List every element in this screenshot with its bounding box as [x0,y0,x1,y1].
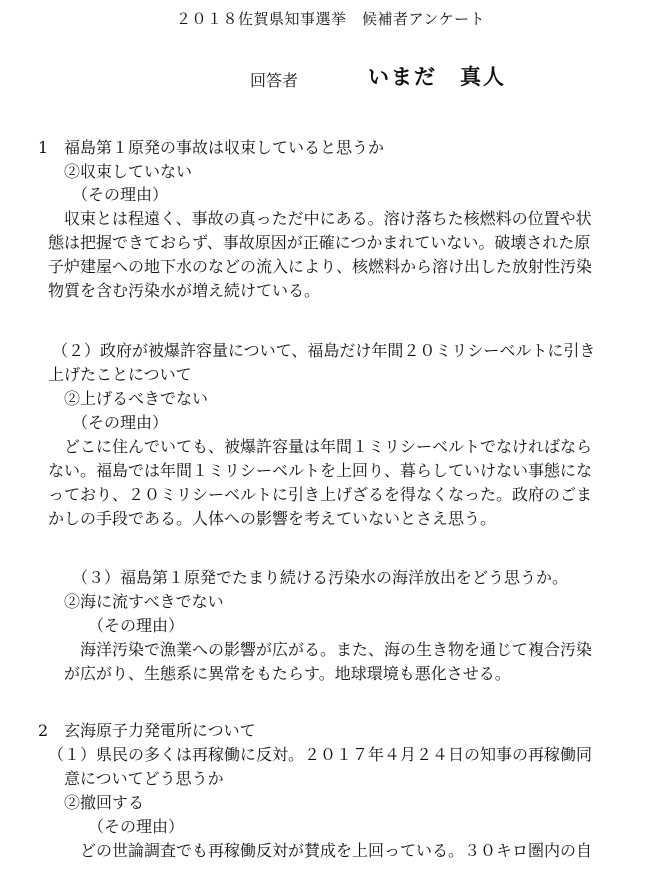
q1-reason-line: 態は把握できておらず、事故原因が正確につかまれていない。破壊された原 [48,233,591,252]
q1-2-reason-line: っており、２０ミリシーベルトに引き上げざるを得なくなった。政府のごま [48,485,593,504]
q1-3-question: （３）福島第１原発でたまり続ける汚染水の海洋放出をどう思うか。 [72,568,569,587]
respondent-label: 回答者 [250,71,299,90]
q1-2-reason-line: どこに住んでいても、被爆許容量は年間１ミリシーベルトでなければなら [64,437,593,456]
q2-number: 2 [38,721,49,740]
q1-reason-line: 子炉建屋への地下水のなどの流入により、核燃料から溶け出した放射性汚染 [48,257,593,276]
q2-sub-question-line: （１）県民の多くは再稼働に反対。２０１７年４月２４日の知事の再稼働同 [48,745,593,764]
q2-reason-line: どの世論調査でも再稼働反対が賛成を上回っている。３０キロ圏内の自 [80,841,593,860]
q1-3-reason-line: が広がり、生態系に異常をもたらす。地球環境も悪化させる。 [64,664,511,683]
q1-2-reason-line: ない。福島では年間１ミリシーベルトを上回り、暮らしていけない事態にな [48,461,593,480]
q2-heading: 玄海原子力発電所について [64,721,256,740]
q1-reason-line: 物質を含む汚染水が増え続けている。 [48,281,321,300]
q1-2-reason-line: かしの手段である。人体への影響を考えていないとさえ思う。 [48,509,497,528]
q1-reason-line: 収束とは程遠く、事故の真っただ中にある。溶け落ちた核燃料の位置や状 [64,209,592,228]
respondent-name: いまだ 真人 [368,64,506,89]
q1-2-answer: ②上げるべきでない [64,389,209,408]
q1-question: 福島第１原発の事故は収束していると思うか [64,138,385,157]
q2-answer: ②撤回する [64,793,145,812]
q2-sub-question-line: 意についてどう思うか [64,769,224,788]
q1-2-reason-label: （その理由） [72,413,169,432]
q2-reason-label: （その理由） [88,817,185,836]
q1-2-question-line: 上げたことについて [48,365,192,384]
q1-2-question-line: （２）政府が被爆許容量について、福島だけ年間２０ミリシーベルトに引き [52,341,596,360]
q1-3-answer: ②海に流すべきでない [64,592,224,611]
q1-3-reason-label: （その理由） [88,616,185,635]
q1-answer: ②収束していない [64,162,193,181]
document-title: ２０１８佐賀県知事選挙 候補者アンケート [176,10,486,28]
q1-3-reason-line: 海洋汚染で漁業への影響が広がる。また、海の生き物を通じて複合汚染 [80,640,593,659]
q1-reason-label: （その理由） [72,185,169,204]
q1-number: 1 [38,138,49,157]
